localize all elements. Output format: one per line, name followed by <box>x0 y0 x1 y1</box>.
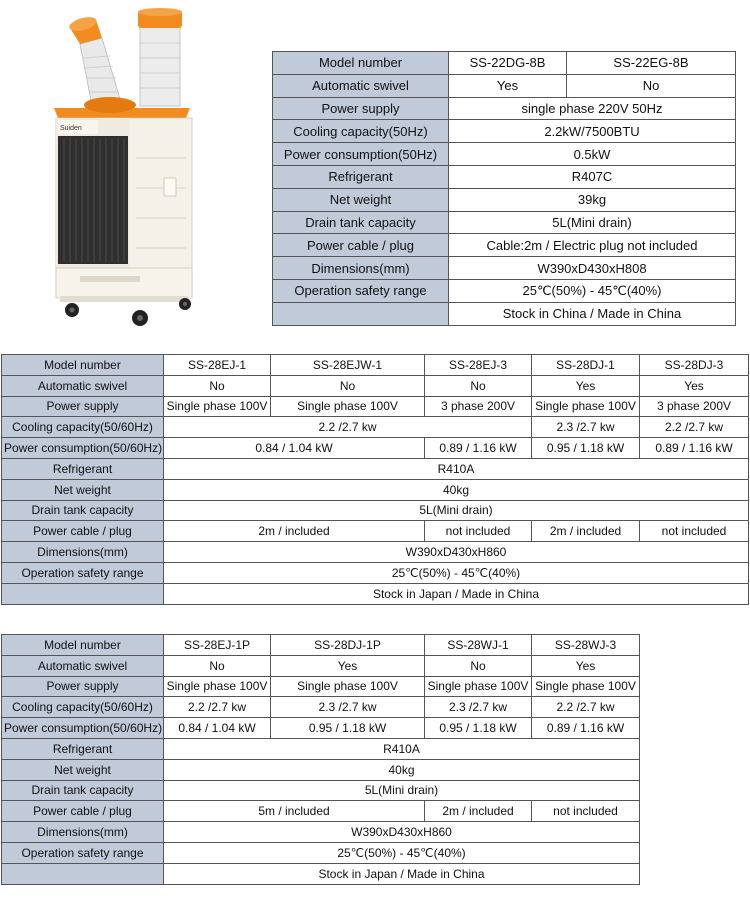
table-row <box>273 165 736 188</box>
table-cell: Single phase 100V <box>164 396 271 417</box>
row-label: Power supply <box>273 97 449 120</box>
table-cell: 3 phase 200V <box>640 396 749 417</box>
table-row <box>2 738 640 759</box>
table-cell: W390xD430xH860 <box>164 542 749 563</box>
table-cell: 2.2kW/7500BTU <box>449 120 736 143</box>
row-label: Dimensions(mm) <box>2 822 164 843</box>
row-label: Power supply <box>2 396 164 417</box>
table-cell: 0.95 / 1.18 kW <box>532 438 640 459</box>
table-cell: R410A <box>164 458 749 479</box>
table-cell: Yes <box>449 74 567 97</box>
row-label: Refrigerant <box>2 738 164 759</box>
row-label: Refrigerant <box>2 458 164 479</box>
table-cell: 0.5kW <box>449 143 736 166</box>
model-cell: SS-22DG-8B <box>449 52 567 75</box>
table-row <box>2 479 749 500</box>
row-label <box>273 302 449 325</box>
model-cell: SS-22EG-8B <box>567 52 736 75</box>
table-header-row <box>2 635 640 656</box>
table-row <box>273 257 736 280</box>
table-cell: 2m / included <box>164 521 425 542</box>
spec-table-ss28-a <box>1 354 749 605</box>
row-label: Power consumption(50/60Hz) <box>2 718 164 739</box>
table-cell: 0.84 / 1.04 kW <box>164 438 425 459</box>
table-cell: not included <box>532 801 640 822</box>
table-row <box>2 521 749 542</box>
table-header-row <box>273 52 736 75</box>
table-row <box>2 842 640 863</box>
row-label: Power cable / plug <box>2 801 164 822</box>
table-row <box>273 120 736 143</box>
row-label: Power consumption(50Hz) <box>273 143 449 166</box>
row-label: Model number <box>2 635 164 656</box>
table-row <box>273 74 736 97</box>
row-label: Model number <box>273 52 449 75</box>
row-label: Cooling capacity(50/60Hz) <box>2 697 164 718</box>
spot-cooler-image <box>40 8 220 328</box>
table-cell: Cable:2m / Electric plug not included <box>449 234 736 257</box>
row-label: Power cable / plug <box>273 234 449 257</box>
table-cell: 0.95 / 1.18 kW <box>425 718 532 739</box>
table-row <box>2 438 749 459</box>
table-cell: 2.2 /2.7 kw <box>164 417 532 438</box>
row-label: Net weight <box>2 479 164 500</box>
table-row <box>273 279 736 302</box>
table-row <box>2 676 640 697</box>
table-cell: 5L(Mini drain) <box>449 211 736 234</box>
table-cell: R407C <box>449 165 736 188</box>
table-row <box>273 302 736 325</box>
model-cell: SS-28WJ-3 <box>532 635 640 656</box>
row-label: Operation safety range <box>273 279 449 302</box>
table-row <box>273 234 736 257</box>
table-cell: Single phase 100V <box>532 396 640 417</box>
table-row <box>2 542 749 563</box>
table-cell: 3 phase 200V <box>425 396 532 417</box>
row-label: Power cable / plug <box>2 521 164 542</box>
row-label: Automatic swivel <box>2 655 164 676</box>
origin-cell: Stock in Japan / Made in China <box>164 863 640 884</box>
table-cell: 2m / included <box>425 801 532 822</box>
row-label: Net weight <box>273 188 449 211</box>
table-cell: Yes <box>640 375 749 396</box>
row-label: Drain tank capacity <box>273 211 449 234</box>
model-cell: SS-28EJW-1 <box>271 355 425 376</box>
table-row <box>2 780 640 801</box>
model-cell: SS-28EJ-3 <box>425 355 532 376</box>
table-cell: 2.3 /2.7 kw <box>425 697 532 718</box>
table-cell: 2.2 /2.7 kw <box>640 417 749 438</box>
table-cell: 2.3 /2.7 kw <box>532 417 640 438</box>
table-row <box>2 822 640 843</box>
row-label <box>2 583 164 604</box>
origin-cell: Stock in Japan / Made in China <box>164 583 749 604</box>
table-cell: W390xD430xH860 <box>164 822 640 843</box>
table-cell: No <box>164 375 271 396</box>
table-cell: single phase 220V 50Hz <box>449 97 736 120</box>
spec-table-ss28-b <box>1 634 640 885</box>
table-row <box>2 583 749 604</box>
row-label: Drain tank capacity <box>2 780 164 801</box>
model-cell: SS-28EJ-1P <box>164 635 271 656</box>
row-label: Dimensions(mm) <box>2 542 164 563</box>
table-cell: No <box>425 655 532 676</box>
table-row <box>2 718 640 739</box>
row-label: Net weight <box>2 759 164 780</box>
table-cell: Single phase 100V <box>164 676 271 697</box>
table-row <box>273 97 736 120</box>
table-cell: 5m / included <box>164 801 425 822</box>
caster-wheels <box>65 298 191 326</box>
table-row <box>2 396 749 417</box>
table-cell: 0.95 / 1.18 kW <box>271 718 425 739</box>
table-cell: 40kg <box>164 479 749 500</box>
table-cell: 40kg <box>164 759 640 780</box>
table-cell: Yes <box>271 655 425 676</box>
table-cell: No <box>271 375 425 396</box>
row-label: Dimensions(mm) <box>273 257 449 280</box>
row-label: Refrigerant <box>273 165 449 188</box>
table-row <box>2 863 640 884</box>
model-cell: SS-28DJ-1P <box>271 635 425 656</box>
table-row <box>273 143 736 166</box>
table-row <box>2 417 749 438</box>
table-cell: Single phase 100V <box>425 676 532 697</box>
table-row <box>273 211 736 234</box>
table-row <box>2 697 640 718</box>
table-row <box>2 500 749 521</box>
table-cell: 0.89 / 1.16 kW <box>640 438 749 459</box>
table-cell: 5L(Mini drain) <box>164 780 640 801</box>
table-cell: R410A <box>164 738 640 759</box>
table-row <box>2 375 749 396</box>
row-label: Drain tank capacity <box>2 500 164 521</box>
table-cell: not included <box>425 521 532 542</box>
row-label: Model number <box>2 355 164 376</box>
table-cell: 0.89 / 1.16 kW <box>425 438 532 459</box>
table-cell: not included <box>640 521 749 542</box>
row-label: Power consumption(50/60Hz) <box>2 438 164 459</box>
table-cell: 2.2 /2.7 kw <box>532 697 640 718</box>
table-row <box>2 655 640 676</box>
table-header-row <box>2 355 749 376</box>
origin-cell: Stock in China / Made in China <box>449 302 736 325</box>
row-label: Power supply <box>2 676 164 697</box>
row-label: Cooling capacity(50/60Hz) <box>2 417 164 438</box>
table-cell: 2.3 /2.7 kw <box>271 697 425 718</box>
table-row <box>2 759 640 780</box>
table-cell: W390xD430xH808 <box>449 257 736 280</box>
spec-table-ss22 <box>272 51 736 326</box>
table-cell: Single phase 100V <box>271 396 425 417</box>
duct-left <box>68 15 122 106</box>
model-cell: SS-28DJ-1 <box>532 355 640 376</box>
table-cell: 25℃(50%) - 45℃(40%) <box>164 562 749 583</box>
table-cell: Yes <box>532 375 640 396</box>
brand-logo: Suiden <box>60 125 82 132</box>
table-cell: 2m / included <box>532 521 640 542</box>
table-row <box>273 188 736 211</box>
table-cell: No <box>567 74 736 97</box>
model-cell: SS-28DJ-3 <box>640 355 749 376</box>
table-row <box>2 801 640 822</box>
row-label: Operation safety range <box>2 842 164 863</box>
table-cell: 25℃(50%) - 45℃(40%) <box>449 279 736 302</box>
table-cell: No <box>164 655 271 676</box>
table-cell: 39kg <box>449 188 736 211</box>
table-cell: Single phase 100V <box>532 676 640 697</box>
table-row <box>2 458 749 479</box>
table-cell: 0.84 / 1.04 kW <box>164 718 271 739</box>
model-cell: SS-28WJ-1 <box>425 635 532 656</box>
table-row <box>2 562 749 583</box>
table-cell: No <box>425 375 532 396</box>
table-cell: Single phase 100V <box>271 676 425 697</box>
row-label: Automatic swivel <box>2 375 164 396</box>
duct-right <box>138 8 182 106</box>
table-cell: 0.89 / 1.16 kW <box>532 718 640 739</box>
table-cell: 2.2 /2.7 kw <box>164 697 271 718</box>
row-label <box>2 863 164 884</box>
table-cell: 5L(Mini drain) <box>164 500 749 521</box>
table-cell: 25℃(50%) - 45℃(40%) <box>164 842 640 863</box>
row-label: Operation safety range <box>2 562 164 583</box>
row-label: Cooling capacity(50Hz) <box>273 120 449 143</box>
model-cell: SS-28EJ-1 <box>164 355 271 376</box>
row-label: Automatic swivel <box>273 74 449 97</box>
table-cell: Yes <box>532 655 640 676</box>
